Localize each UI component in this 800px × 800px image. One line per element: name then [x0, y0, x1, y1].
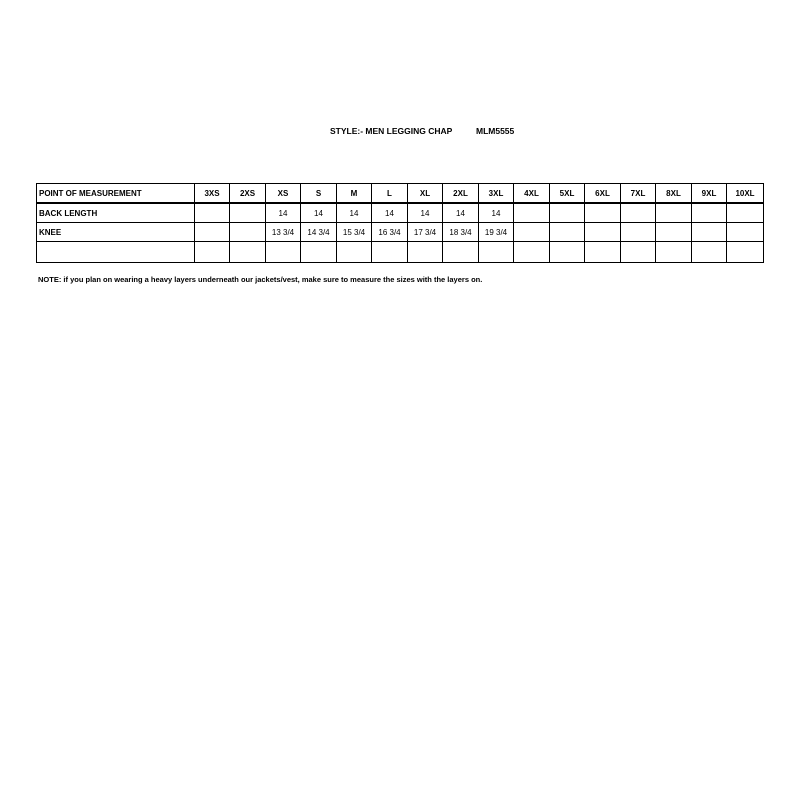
size-header: 10XL	[727, 184, 764, 204]
table-cell	[727, 223, 764, 242]
table-cell	[585, 242, 621, 263]
table-cell	[408, 242, 443, 263]
table-row-blank	[37, 242, 764, 263]
size-chart-table	[36, 183, 764, 263]
size-header: 5XL	[550, 184, 585, 204]
table-cell: 14	[337, 203, 372, 223]
table-cell	[443, 242, 479, 263]
size-header: M	[337, 184, 372, 204]
table-cell	[230, 223, 266, 242]
size-header: 4XL	[514, 184, 550, 204]
table-cell	[585, 223, 621, 242]
table-cell: 17 3/4	[408, 223, 443, 242]
table-cell: 18 3/4	[443, 223, 479, 242]
table-cell	[656, 242, 692, 263]
table-row-back-length	[37, 203, 764, 223]
table-row-knee	[37, 223, 764, 242]
size-header: XL	[408, 184, 443, 204]
size-header: S	[301, 184, 337, 204]
size-header: L	[372, 184, 408, 204]
table-cell	[727, 242, 764, 263]
table-cell	[550, 203, 585, 223]
table-cell	[372, 242, 408, 263]
size-header: 6XL	[585, 184, 621, 204]
table-cell	[195, 223, 230, 242]
measurement-header: POINT OF MEASUREMENT	[37, 184, 195, 204]
size-header: 9XL	[692, 184, 727, 204]
size-header: 3XS	[195, 184, 230, 204]
table-cell	[621, 203, 656, 223]
table-cell: 14 3/4	[301, 223, 337, 242]
table-cell	[514, 242, 550, 263]
style-title	[0, 126, 800, 140]
table-cell	[621, 223, 656, 242]
table-cell	[337, 242, 372, 263]
row-label: KNEE	[37, 223, 195, 242]
table-cell: 14	[301, 203, 337, 223]
table-cell: 14	[479, 203, 514, 223]
size-header: XS	[266, 184, 301, 204]
layering-note: NOTE: if you plan on wearing a heavy layers underneath our jackets/vest, make sure to measure the sizes with the layers on.	[38, 275, 483, 284]
table-cell	[585, 203, 621, 223]
table-cell: 14	[266, 203, 301, 223]
table-cell	[514, 223, 550, 242]
table-cell	[266, 242, 301, 263]
table-cell	[692, 242, 727, 263]
table-cell: 13 3/4	[266, 223, 301, 242]
header-row	[37, 184, 764, 204]
table-cell	[656, 223, 692, 242]
table-cell	[727, 203, 764, 223]
size-header: 7XL	[621, 184, 656, 204]
size-header: 8XL	[656, 184, 692, 204]
table-cell	[195, 203, 230, 223]
style-code: MLM5555	[476, 126, 515, 136]
table-cell	[692, 223, 727, 242]
size-header: 2XL	[443, 184, 479, 204]
table-cell: 15 3/4	[337, 223, 372, 242]
table-cell	[230, 203, 266, 223]
table-cell: 19 3/4	[479, 223, 514, 242]
table-cell	[550, 223, 585, 242]
row-label: BACK LENGTH	[37, 203, 195, 223]
table-cell	[195, 242, 230, 263]
table-cell: 14	[372, 203, 408, 223]
table-cell	[479, 242, 514, 263]
table-cell	[301, 242, 337, 263]
table-cell	[550, 242, 585, 263]
table-cell	[230, 242, 266, 263]
size-header: 2XS	[230, 184, 266, 204]
table-cell: 14	[443, 203, 479, 223]
table-cell	[621, 242, 656, 263]
table-cell: 14	[408, 203, 443, 223]
style-name: STYLE:- MEN LEGGING CHAP	[330, 126, 453, 136]
size-header: 3XL	[479, 184, 514, 204]
table-cell	[514, 203, 550, 223]
row-label	[37, 242, 195, 263]
table-cell	[692, 203, 727, 223]
table-cell: 16 3/4	[372, 223, 408, 242]
table-cell	[656, 203, 692, 223]
